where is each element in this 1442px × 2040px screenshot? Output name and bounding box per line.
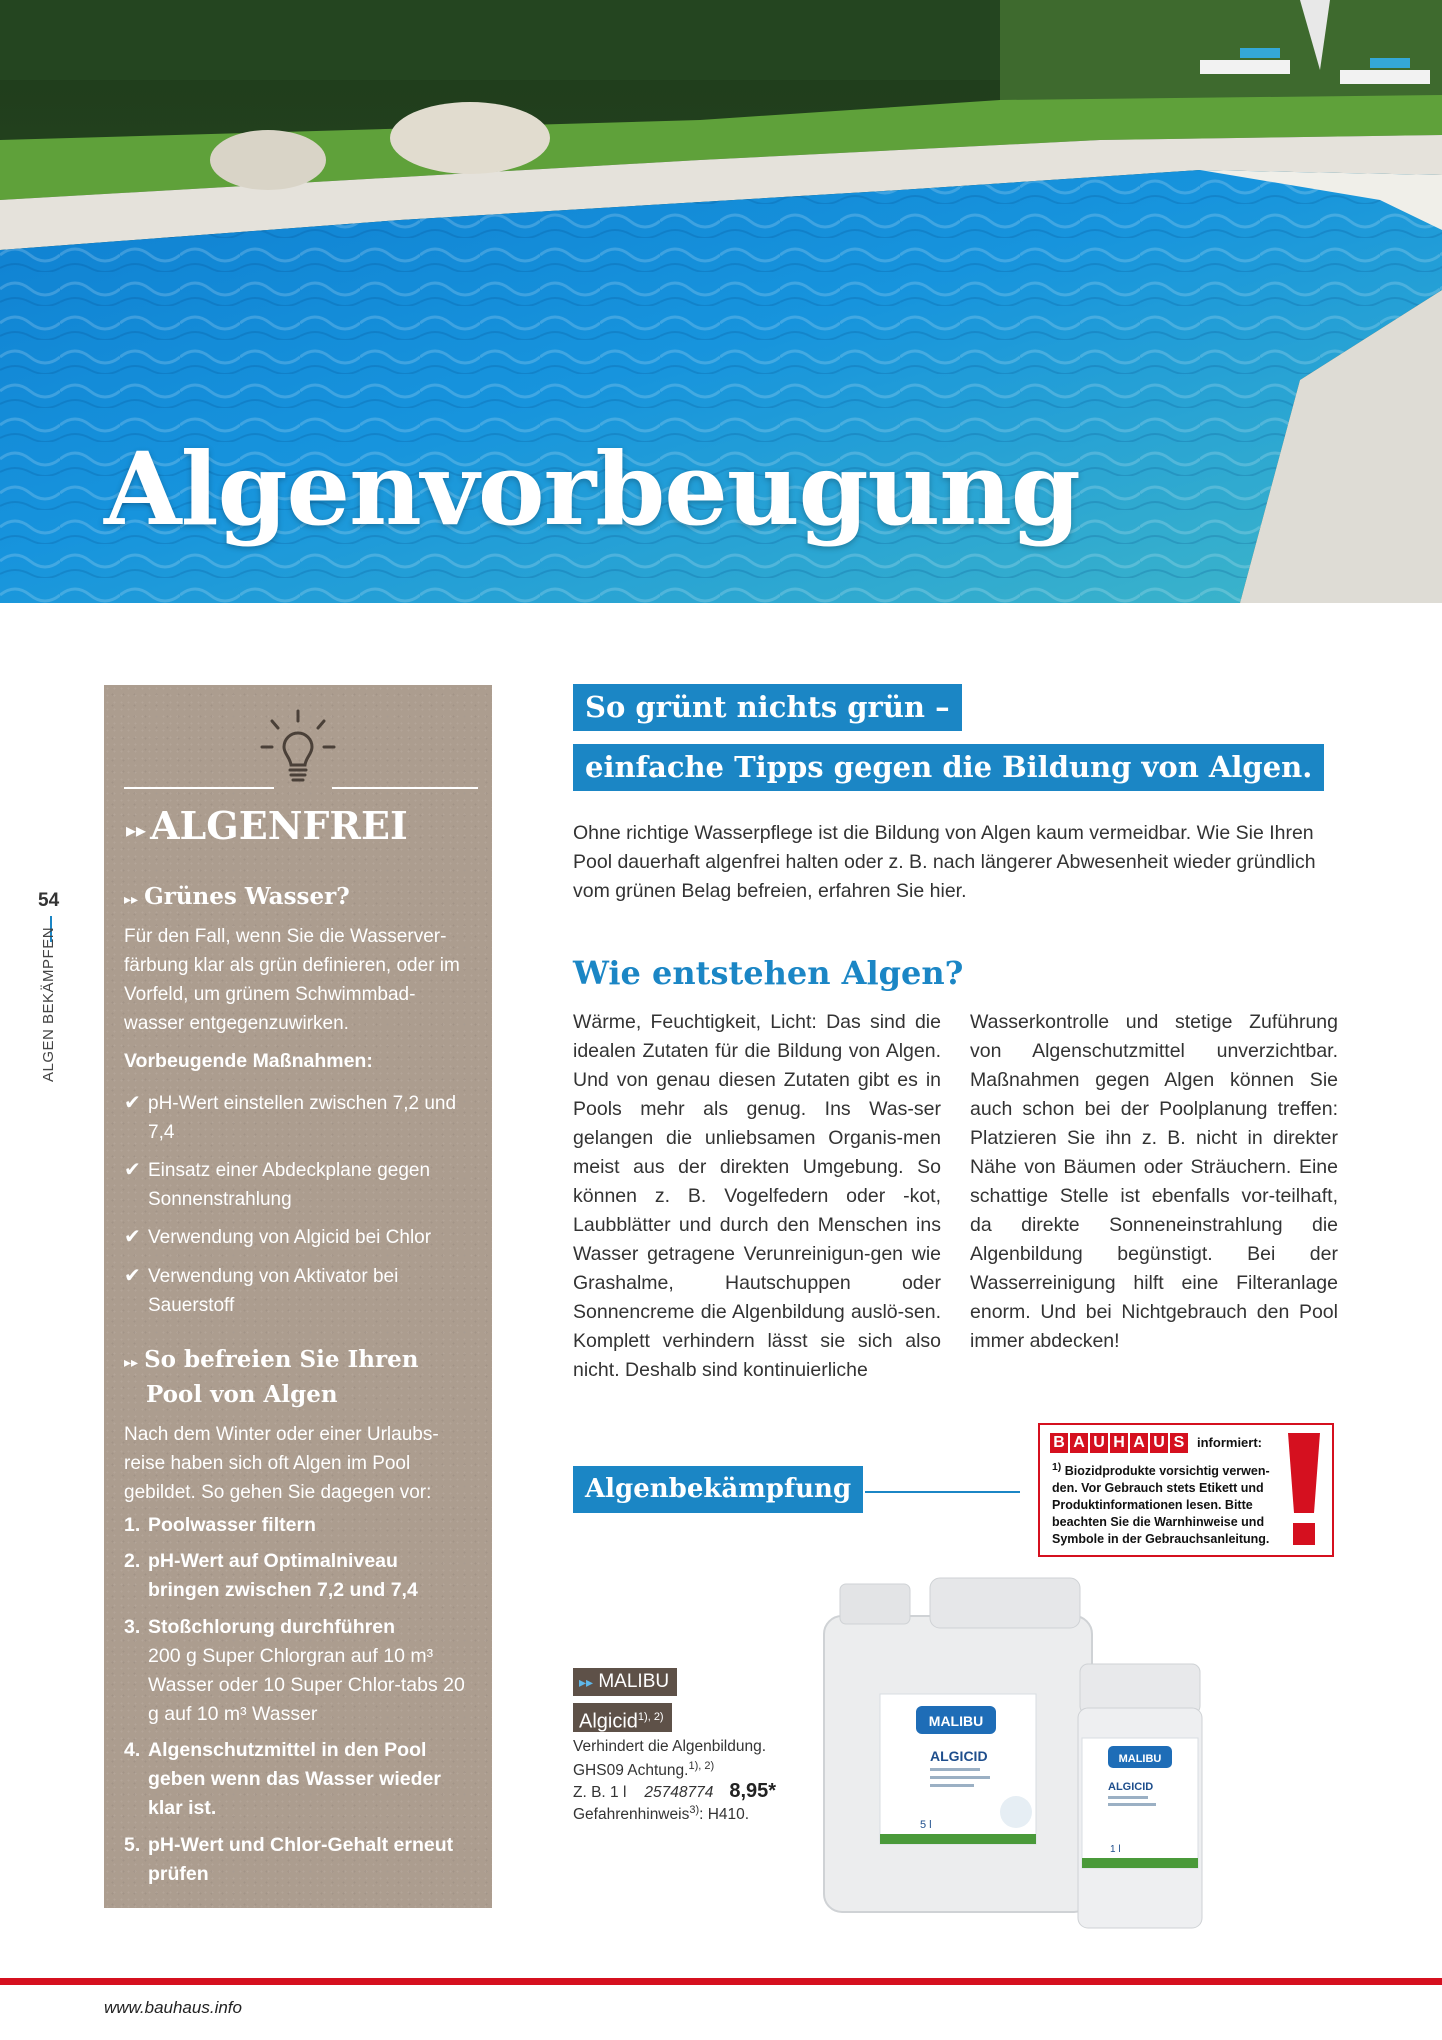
article-column-2: Wasserkontrolle und stetige Zuführung von Algenschutzmittel unverzichtbar. Maßnahmen gegen Algen können Sie auch schon bei der Poolplanung treffen: Platzieren Sie ihn z. B. nicht in direkter Nähe von Bäumen oder Sträuchern. Eine schattige Stelle ist ebenfalls vor-teilhaft, da direkte Sonneneinstrahlung die Algenbildung begünstigt. Bei der Wasserreinigung hilft eine Filteranlage enorm. Und bei Nichtgebrauch den Pool immer abdecken! [970, 1011, 1338, 1352]
algenfrei-tip-box [104, 685, 492, 1908]
bauhaus-info-box [1038, 1423, 1334, 1557]
step-item: 5. pH-Wert und Chlor-Gehalt erneut prüfen [124, 1834, 454, 1885]
step-item: 3. Stoßchlorung durchführen 200 g Super Chlorgran auf 10 m³ Wasser oder 10 Super Chlor-tabs 20 g auf 10 m³ Wasser [124, 1616, 465, 1725]
double-arrow-icon: ▸▸ [579, 1674, 594, 1690]
title-rule-right [332, 787, 478, 789]
canister-product-image [820, 1576, 1096, 1916]
step-item: 1. Poolwasser filtern [124, 1514, 316, 1536]
ghs-notice: GHS09 Achtung.$^{1), 2)}$ [573, 1760, 715, 1780]
tub-volume: 1 l [1110, 1844, 1121, 1855]
section-label: ALGEN BEKÄMPFEN [40, 926, 57, 1082]
checkmark-icon: ✔ [124, 1159, 141, 1181]
double-arrow-icon: ▸▸ [126, 817, 147, 842]
algae-control-banner: Algenbekämpfung [573, 1466, 863, 1513]
label-brand: MALIBU [928, 1713, 984, 1729]
hazard-notice: Gefahrenhinweis$^{3)}$: H410. [573, 1804, 750, 1824]
title-rule-left [124, 787, 274, 789]
tipbox-title [126, 803, 408, 848]
tipbox-title-text: ALGENFREI [150, 803, 408, 848]
prevent-heading: Vorbeugende Maßnahmen: [124, 1050, 373, 1072]
website-link[interactable]: www.bauhaus.info [104, 1998, 242, 2017]
canister-volume: 5 l [920, 1819, 932, 1831]
algae-origin-heading: Wie entstehen Algen? [573, 954, 964, 992]
hero-image [0, 0, 1442, 603]
article-column-1: Wärme, Feuchtigkeit, Licht: Das sind die idealen Zutaten für die Bildung von Algen. Und von genau diesen Zutaten gibt es in Pools mehr als genug. Ins Was-ser gelangen die unliebsamen Organis-men meist aus der direkten Umgebung. So können z. B. Vogelfedern oder -kot, Laubblätter und durch den Menschen ins Wasser getragene Verunreinigun-gen wie Grashalme, Hautschuppen oder Sonnencreme die Algenbildung auslö-sen. Komplett verhindern lässt sie sich also nicht. Deshalb sind kontinuierliche [573, 1011, 941, 1381]
product-name-badge: Algicid$^{1), 2)}$ [573, 1703, 672, 1732]
green-water-text: Für den Fall, wenn Sie die Wasserver-färbung klar als grün definieren, oder im Vorfeld, um grünem Schwimmbad-wasser entgegenzuwirken. [124, 926, 460, 1034]
check-item: ✔ Verwendung von Aktivator bei Sauerstoff [124, 1262, 474, 1320]
price: 8,95* [729, 1780, 777, 1802]
lightbulb-icon [258, 709, 338, 789]
headline-banner-1: So grünt nichts grün – [573, 684, 962, 731]
biocide-notice: $^{1)}$ Biozidprodukte vorsichtig verwen-den. Vor Gebrauch stets Etikett und Produktinformationen lesen. Bitte beachten Sie die Warnhinweise und Symbole in der Gebrauchsanleitung. [1052, 1462, 1270, 1547]
page-number: 54 [38, 890, 60, 911]
free-pool-heading: ▸▸ So befreien Sie Ihren Pool von Algen [124, 1346, 419, 1408]
checkmark-icon: ✔ [124, 1265, 141, 1287]
tub-product-image [1076, 1662, 1204, 1932]
step-item: 2. pH-Wert auf Optimalniveau bringen zwischen 7,2 und 7,4 [124, 1550, 418, 1601]
step-item: 4. Algenschutzmittel in den Pool geben wenn das Wasser wieder klar ist. [124, 1739, 441, 1819]
exclamation-icon [1282, 1433, 1326, 1549]
brand-badge: ▸▸ MALIBU [573, 1668, 677, 1696]
label-name: ALGICID [1108, 1781, 1154, 1793]
double-arrow-icon: ▸▸ [124, 1355, 139, 1371]
product-description: Verhindert die Algenbildung. [573, 1738, 767, 1755]
footer-rule [0, 1978, 1442, 1985]
label-name: ALGICID [930, 1748, 988, 1764]
check-item: ✔ pH-Wert einstellen zwischen 7,2 und 7,4 [124, 1089, 474, 1147]
check-item: ✔ Einsatz einer Abdeckplane gegen Sonnenstrahlung [124, 1156, 474, 1214]
green-water-heading-text: Grünes Wasser? [144, 883, 350, 910]
hero-title: Algenvorbeugung [104, 430, 1080, 548]
free-pool-text: Nach dem Winter oder einer Urlaubs-reise haben sich oft Algen im Pool gebildet. So gehen Sie dagegen vor: [124, 1424, 439, 1503]
label-brand: MALIBU [1118, 1753, 1162, 1765]
headline-banner-2: einfache Tipps gegen die Bildung von Algen. [573, 744, 1324, 791]
checkmark-icon: ✔ [124, 1092, 141, 1114]
article-number: 25748774 [644, 1784, 714, 1801]
bauhaus-logo: B A U H A U S [1050, 1433, 1188, 1453]
intro-text: Ohne richtige Wasserpflege ist die Bildung von Algen kaum vermeidbar. Wie Sie Ihren Pool dauerhaft algenfrei halten oder z. B. nach längerer Abwesenheit wieder gründlich vom grünen Belag befreien, erfahren Sie hier. [573, 822, 1316, 902]
price-line: Z. B. 1 l 25748774 8,95* [573, 1780, 777, 1802]
check-item: ✔ Verwendung von Algicid bei Chlor [124, 1223, 474, 1252]
info-label: informiert: [1197, 1435, 1262, 1450]
double-arrow-icon: ▸▸ [124, 892, 139, 908]
banner-rule [865, 1491, 1020, 1493]
checkmark-icon: ✔ [124, 1226, 141, 1248]
green-water-heading [124, 881, 350, 916]
